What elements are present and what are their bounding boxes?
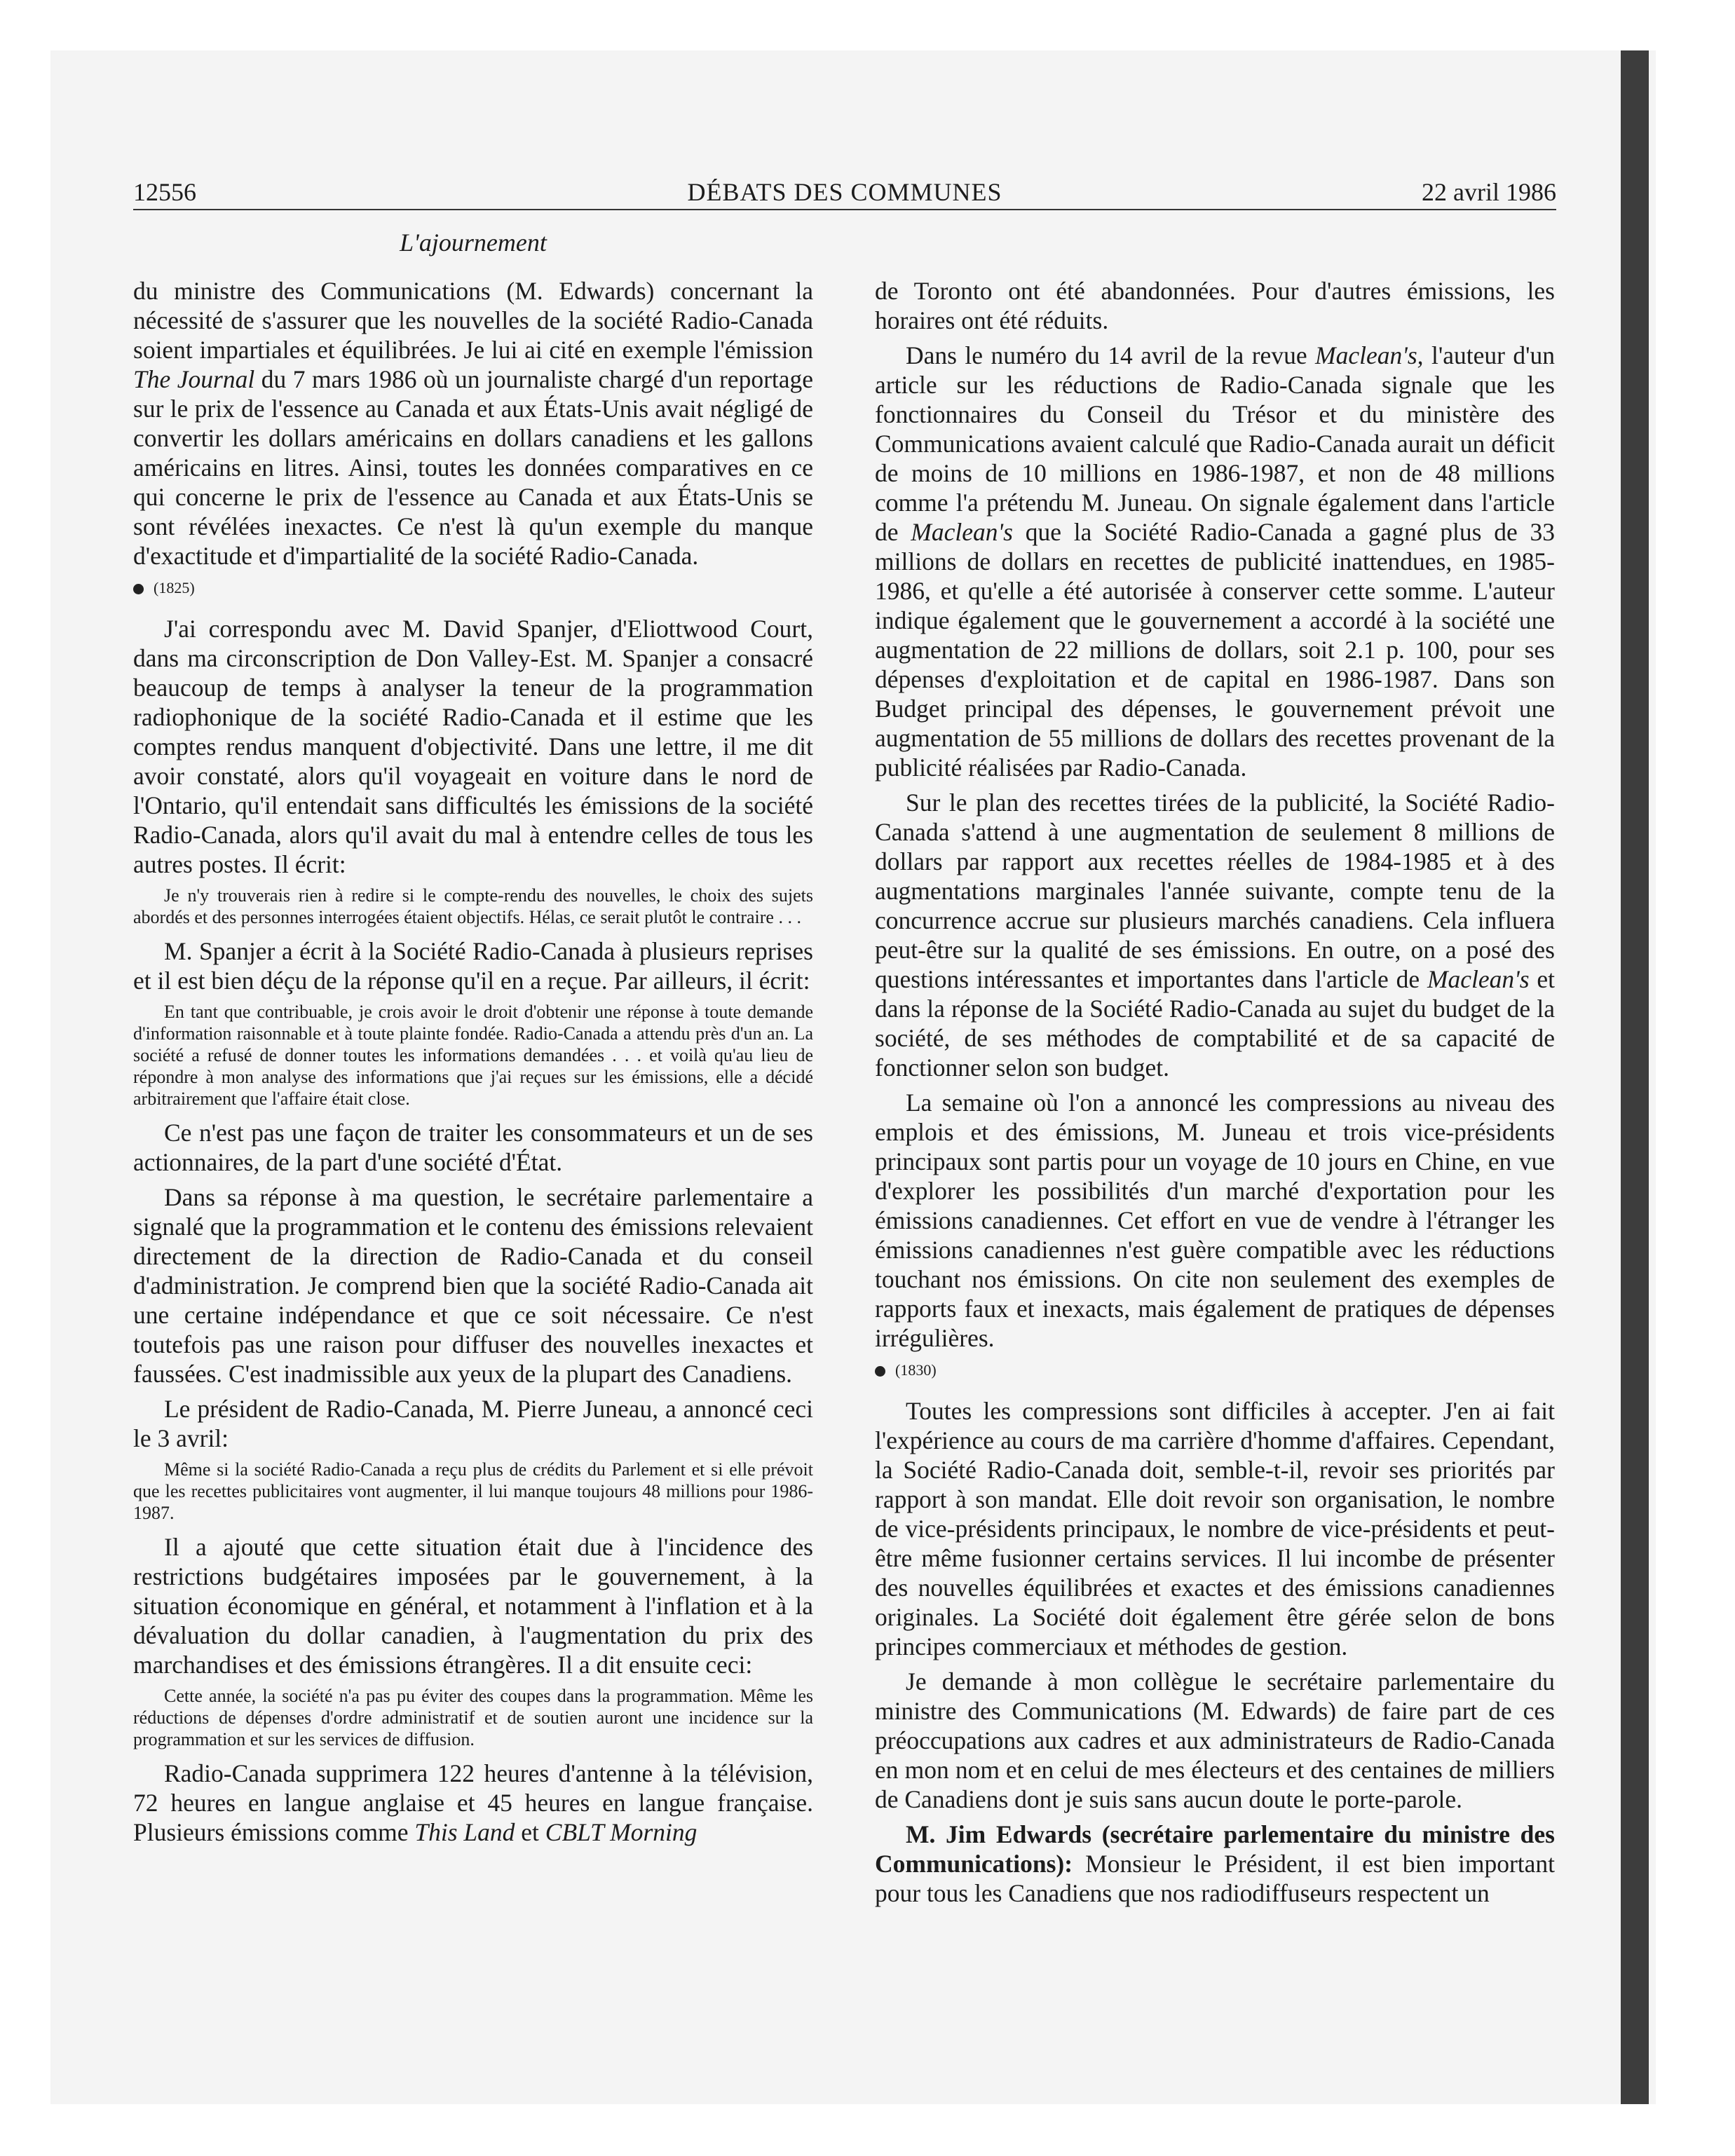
quotation: Cette année, la société n'a pas pu éviter des coupes dans la programmation. Même les réductions de dépenses d'ordre administratif et de soutien auront une incidence sur la programmation et sur les services de diffusion. [133, 1686, 813, 1749]
paragraph: Dans le numéro du 14 avril de la revue Maclean's, l'auteur d'un article sur les réductions de Radio-Canada signale que les fonctionnaires du Conseil du Trésor et du ministère des Communications avaient calculé que Radio-Canada aurait un déficit de moins de 10 millions en 1986-1987, et non de 48 millions comme l'a prétendu M. Juneau. On signale également dans l'article de Maclean's que la Société Radio-Canada a gagné plus de 33 millions de dollars en recettes de publicité inattendues, en 1985-1986, et qu'elle a été autorisée à conserver cette somme. L'auteur indique également que le gouvernement a accordé à la société une augmentation de 22 millions de dollars, soit 2.1 p. 100, pour ses dépenses d'exploitation et de capital en 1986-1987. Dans son Budget principal des dépenses, le gouvernement prévoit une augmentation de 55 millions de dollars des recettes provenant de la publicité réalisées par Radio-Canada. [875, 341, 1556, 782]
paragraph: Toutes les compressions sont difficiles à accepter. J'en ai fait l'expérience au cours de ma carrière d'homme d'affaires. Cependant, la Société Radio-Canada doit, semble-t-il, revoir ses priorités par rapport à son mandat. Elle doit revoir son organisation, le nombre de vice-présidents principaux, le nombre de vice-présidents et peut-être même fusionner certains services. Il lui incombe de présenter des nouvelles équilibrées et exactes et des émissions canadiennes originales. La Société doit également être gérée selon de bons principes commerciaux et méthodes de gestion. [875, 1397, 1555, 1660]
scan-edge-bar [1621, 50, 1649, 2104]
paragraph: Ce n'est pas une façon de traiter les consommateurs et un de ses actionnaires, de la part d'une société d'État. [133, 1119, 813, 1176]
publication-title: DÉBATS DES COMMUNES [687, 178, 1002, 206]
magazine-title: Maclean's [1427, 965, 1530, 993]
page-date: 22 avril 1986 [1422, 178, 1556, 206]
paragraph: Je demande à mon collègue le secrétaire parlementaire du ministre des Communications (M. Edwards) de faire part de ces préoccupations aux cadres et aux administrateurs de Radio-Canada en mon nom et en celui de mes électeurs et des centaines de milliers de Canadiens dont je suis sans aucun doute le porte-parole. [875, 1667, 1555, 1813]
paragraph: Dans sa réponse à ma question, le secrétaire parlementaire a signalé que la programmation et le contenu des émissions relevaient directement de la direction de Radio-Canada et du conseil d'administration. Je comprend bien que la société Radio-Canada ait une certaine indépendance et que ce soit nécessaire. Ce n'est toutefois pas une raison pour diffuser des nouvelles inexactes et faussées. C'est inadmissible aux yeux de la plupart des Canadiens. [133, 1183, 813, 1388]
quotation: En tant que contribuable, je crois avoir le droit d'obtenir une réponse à toute demande d'information raisonnable et à toute plainte fondée. Radio-Canada a attendu près d'un an. La société a refusé de donner toutes les informations demandées . . . et voilà qu'au lieu de répondre à mon analyse des informations que j'ai reçues sur les émissions, elle a décidé arbitrairement que l'affaire était close. [133, 1002, 813, 1109]
time-marker: (1825) [133, 578, 813, 599]
paragraph: Il a ajouté que cette situation était due à l'incidence des restrictions budgétaires imposées par le gouvernement, à la situation économique en général, et notamment à l'inflation et à la dévaluation du dollar canadien, à l'augmentation du prix des marchandises et des émissions étrangères. Il a dit ensuite ceci: [133, 1533, 813, 1679]
program-title: This Land [414, 1818, 515, 1846]
paragraph: M. Jim Edwards (secrétaire parlementaire du ministre des Communications): Monsieur le Président, il est bien important pour tous les Canadiens que nos radiodiffuseurs respectent un [875, 1820, 1555, 1907]
quotation: Même si la société Radio-Canada a reçu plus de crédits du Parlement et si elle prévoit que les recettes publicitaires vont augmenter, il lui manque toujours 48 millions pour 1986-1987. [133, 1459, 813, 1523]
magazine-title: Maclean's, [1315, 341, 1424, 369]
header-rule [133, 209, 1556, 210]
left-column [133, 276, 813, 1847]
paragraph: M. Spanjer a écrit à la Société Radio-Canada à plusieurs reprises et il est bien déçu de la réponse qu'il en a reçue. Par ailleurs, il écrit: [133, 937, 813, 995]
time-marker: (1830) [875, 1360, 1555, 1381]
paragraph: Radio-Canada supprimera 122 heures d'antenne à la télévision, 72 heures en langue anglaise et 45 heures en langue française. Plusieurs émissions comme This Land et CBLT Morning [133, 1759, 813, 1846]
program-title: CBLT Morning [545, 1818, 698, 1846]
paragraph: J'ai correspondu avec M. David Spanjer, d'Eliottwood Court, dans ma circonscription de Don Valley-Est. M. Spanjer a consacré beaucoup de temps à analyser la teneur de la programmation radiophonique de la société Radio-Canada et il estime que les comptes rendus manquent d'objectivité. Dans une lettre, il me dit avoir constaté, alors qu'il voyageait en voiture dans le nord de l'Ontario, qu'il entendait sans difficultés les émissions de la société Radio-Canada, alors qu'il avait du mal à entendre celles de tous les autres postes. Il écrit: [133, 615, 813, 878]
program-title: The Journal [133, 365, 255, 393]
paragraph: La semaine où l'on a annoncé les compressions au niveau des emplois et des émissions, M. Juneau et trois vice-présidents principaux sont partis pour un voyage de 10 jours en Chine, en vue d'explorer les possibilités d'un marché d'exportation pour les émissions canadiennes. Cet effort en vue de vendre à l'étranger les émissions canadiennes n'est guère compatible avec les réductions touchant nos émissions. On cite non seulement des exemples de rapports faux et inexacts, mais également de pratiques de dépenses irrégulières. [875, 1089, 1555, 1352]
section-title: L'ajournement [400, 228, 547, 257]
speaker-name: M. Jim Edwards (secrétaire parlementaire du ministre des Communications): [875, 1820, 1555, 1878]
paragraph: du ministre des Communications (M. Edwards) concernant la nécessité de s'assurer que les nouvelles de la société Radio-Canada soient impartiales et équilibrées. Je lui ai cité en exemple l'émission The Journal du 7 mars 1986 où un journaliste chargé d'un reportage sur le prix de l'essence au Canada et aux États-Unis avait négligé de convertir les dollars américains en dollars canadiens et les gallons américains en litres. Ainsi, toutes les données comparatives en ce qui concerne le prix de l'essence au Canada et aux États-Unis se sont révélées inexactes. Ce n'est là qu'un exemple du manque d'exactitude et d'impartialité de la société Radio-Canada. [133, 277, 814, 570]
right-column [875, 276, 1555, 1908]
page-number: 12556 [133, 178, 196, 206]
paragraph: Sur le plan des recettes tirées de la publicité, la Société Radio-Canada s'attend à une augmentation de seulement 8 millions de dollars par rapport aux recettes réelles de 1984-1985 et à des augmentations marginales l'année suivante, compte tenu de la concurrence accrue sur plusieurs marchés canadiens. Cela influera peut-être sur la qualité de ses émissions. En outre, on a posé des questions intéressantes et importantes dans l'article de Maclean's et dans la réponse de la Société Radio-Canada au sujet du budget de la société, de ses méthodes de comptabilité et de sa capacité de fonctionner selon son budget. [875, 789, 1556, 1082]
bullet-icon [133, 584, 144, 594]
bullet-icon [875, 1366, 885, 1377]
quotation: Je n'y trouverais rien à redire si le compte-rendu des nouvelles, le choix des sujets abordés et des personnes interrogées étaient objectifs. Hélas, ce serait plutôt le contraire . . . [133, 885, 813, 927]
paragraph: Le président de Radio-Canada, M. Pierre Juneau, a annoncé ceci le 3 avril: [133, 1395, 813, 1452]
paragraph: de Toronto ont été abandonnées. Pour d'autres émissions, les horaires ont été réduits. [875, 277, 1555, 334]
magazine-title: Maclean's [911, 518, 1013, 546]
page-header [133, 178, 1556, 209]
